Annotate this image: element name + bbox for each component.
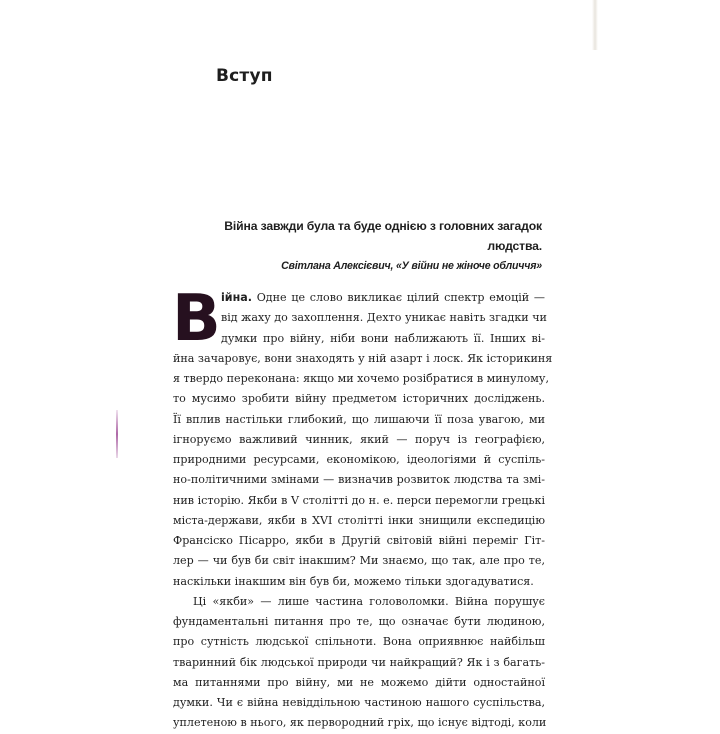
- text-line: нив історію. Якби в V столітті до н. е. перси перемогли грецькі: [173, 493, 545, 507]
- text-line: природними ресурсами, економікою, ідеологіями й суспіль-: [173, 453, 545, 466]
- text-line: тваринний бік людської природи чи найкращий? Як і з багать-: [173, 655, 545, 669]
- text-line: Її вплив настільки глибокий, що лишаючи її поза увагою, ми: [173, 412, 545, 426]
- lead-word: ійна.: [221, 291, 252, 304]
- line-text: Одне це слово викликає цілий спектр емоцій —: [251, 291, 545, 304]
- text-line: [221, 288, 545, 308]
- text-line: йна зачаровує, вони знаходять у ній азарт і лоск. Як історикиня: [173, 351, 553, 365]
- page-edge-shadow: [592, 0, 598, 50]
- page-margin-mark: [116, 410, 118, 458]
- text-line: я твердо переконана: якщо ми хочемо розібратися в минулому,: [173, 372, 549, 385]
- text-line: про сутність людської спільноти. Вона оприявнює найбільш: [173, 635, 545, 649]
- text-line: но-політичними змінами — визначив розвиток людства та змі-: [173, 473, 545, 487]
- drop-cap: В: [172, 282, 221, 356]
- text-line: лер — чи був би світ інакшим? Ми знаємо, що так, але про те,: [173, 554, 545, 568]
- text-line: наскільки інакшим він був би, можемо тільки здогадуватися.: [173, 574, 534, 588]
- text-line: Ці «якби» — лише частина головоломки. Війна порушує: [193, 594, 545, 608]
- epigraph: [180, 216, 542, 276]
- text-line: міста-держави, якби в XVI столітті інки знищили експедицію: [173, 513, 545, 527]
- chapter-title: Вступ: [216, 66, 273, 86]
- text-line: то мусимо зробити війну предметом історичних досліджень.: [173, 392, 545, 406]
- text-line: уплетеною в нього, як первородний гріх, що існує відтоді, коли: [173, 716, 547, 730]
- epigraph-source: Світлана Алексієвич, «У війни не жіноче обличчя»: [281, 260, 542, 272]
- text-line: від жаху до захоплення. Дехто уникає навіть згадки чи: [221, 311, 547, 325]
- text-line: ма питаннями про війну, ми не можемо дійти одностайної: [173, 675, 545, 689]
- text-line: думки про війну, ніби вони наближають її. Інших ві-: [221, 331, 545, 345]
- text-line: Франсіско Пісарро, якби в Другій світовій війні переміг Гіт-: [173, 534, 545, 547]
- epigraph-quote: Війна завжди була та буде однією з головних загадок людства.: [224, 219, 542, 253]
- body-text: [172, 282, 553, 734]
- text-line: думки. Чи є війна невіддільною частиною нашого суспільства,: [173, 696, 545, 709]
- text-line: фундаментальні питання про те, що означає бути людиною,: [173, 615, 545, 628]
- text-line: ігноруємо важливий чинник, який — поруч із географією,: [173, 432, 545, 446]
